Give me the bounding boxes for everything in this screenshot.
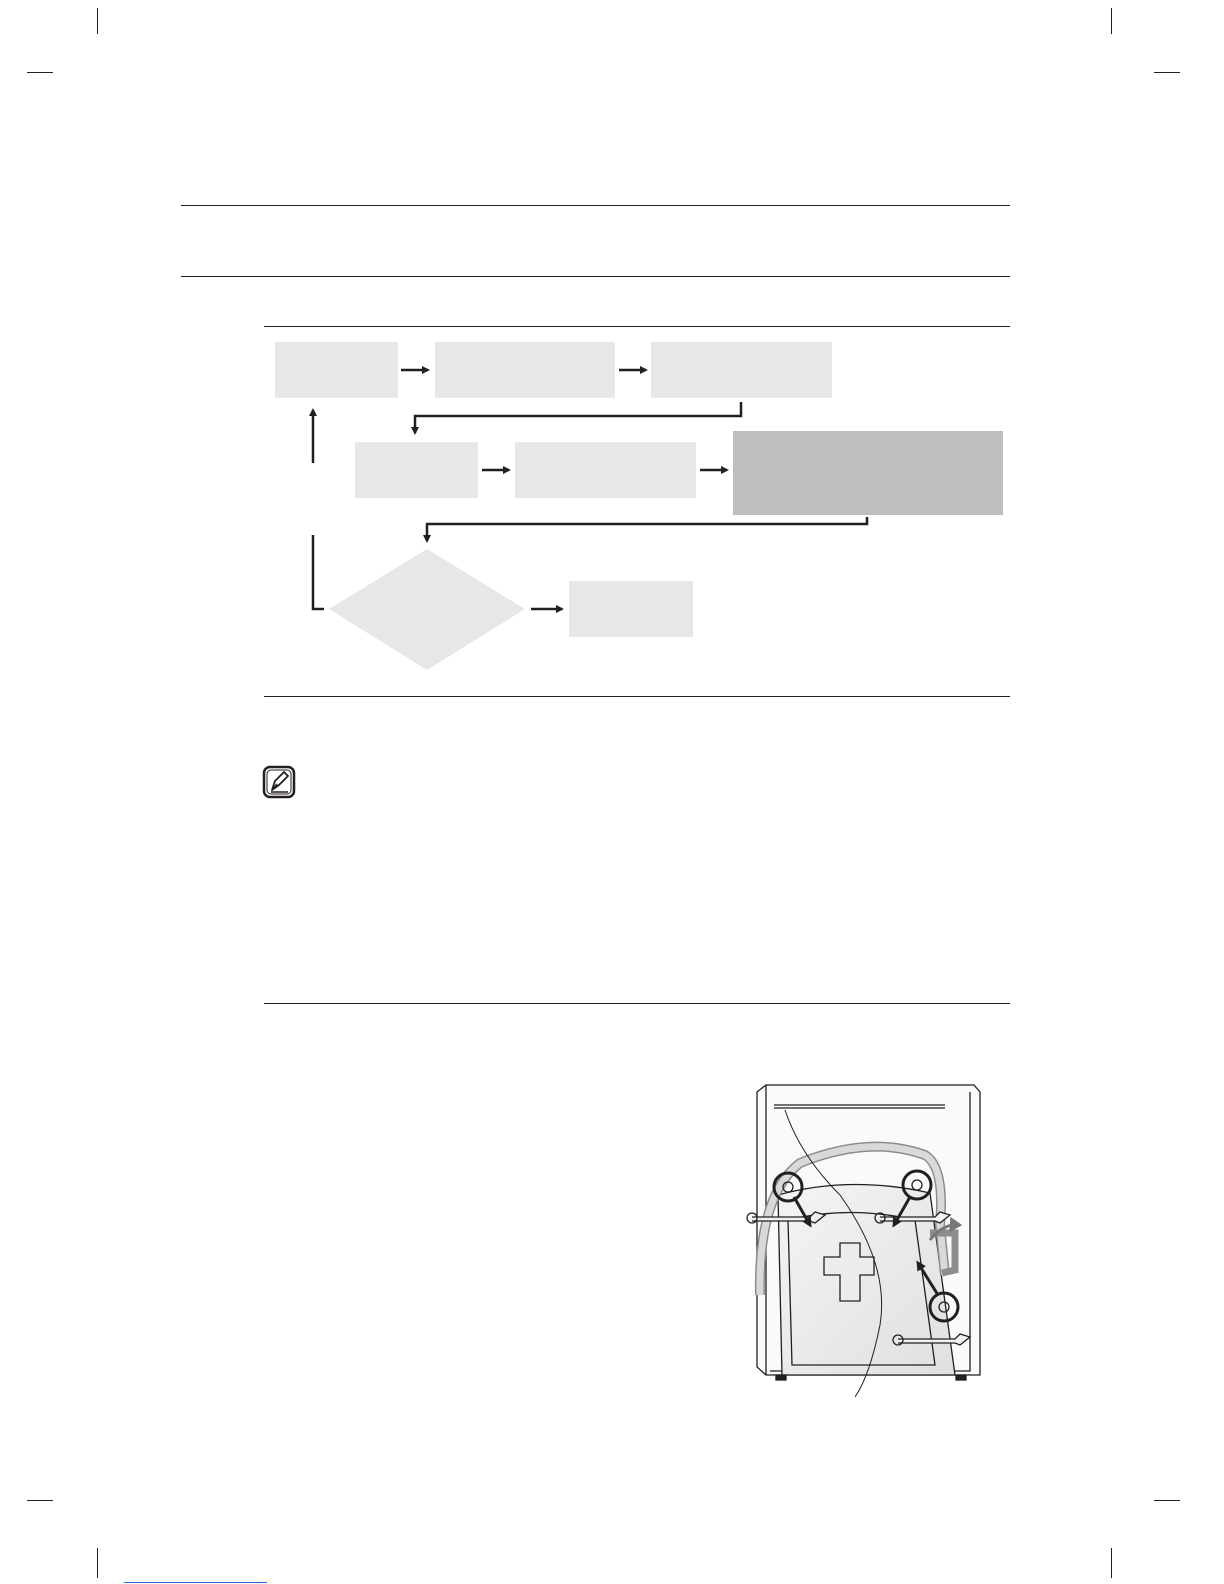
washing-machine-rear-illustration xyxy=(730,1075,990,1405)
flow-decision-diamond xyxy=(329,549,525,670)
footer-link-underline xyxy=(124,1582,267,1583)
flow-loop-line xyxy=(313,535,324,609)
note-pencil-icon xyxy=(262,765,296,799)
flow-arrow xyxy=(415,402,741,433)
flow-arrow xyxy=(427,517,867,541)
washing-machine-drawing xyxy=(730,1075,990,1405)
